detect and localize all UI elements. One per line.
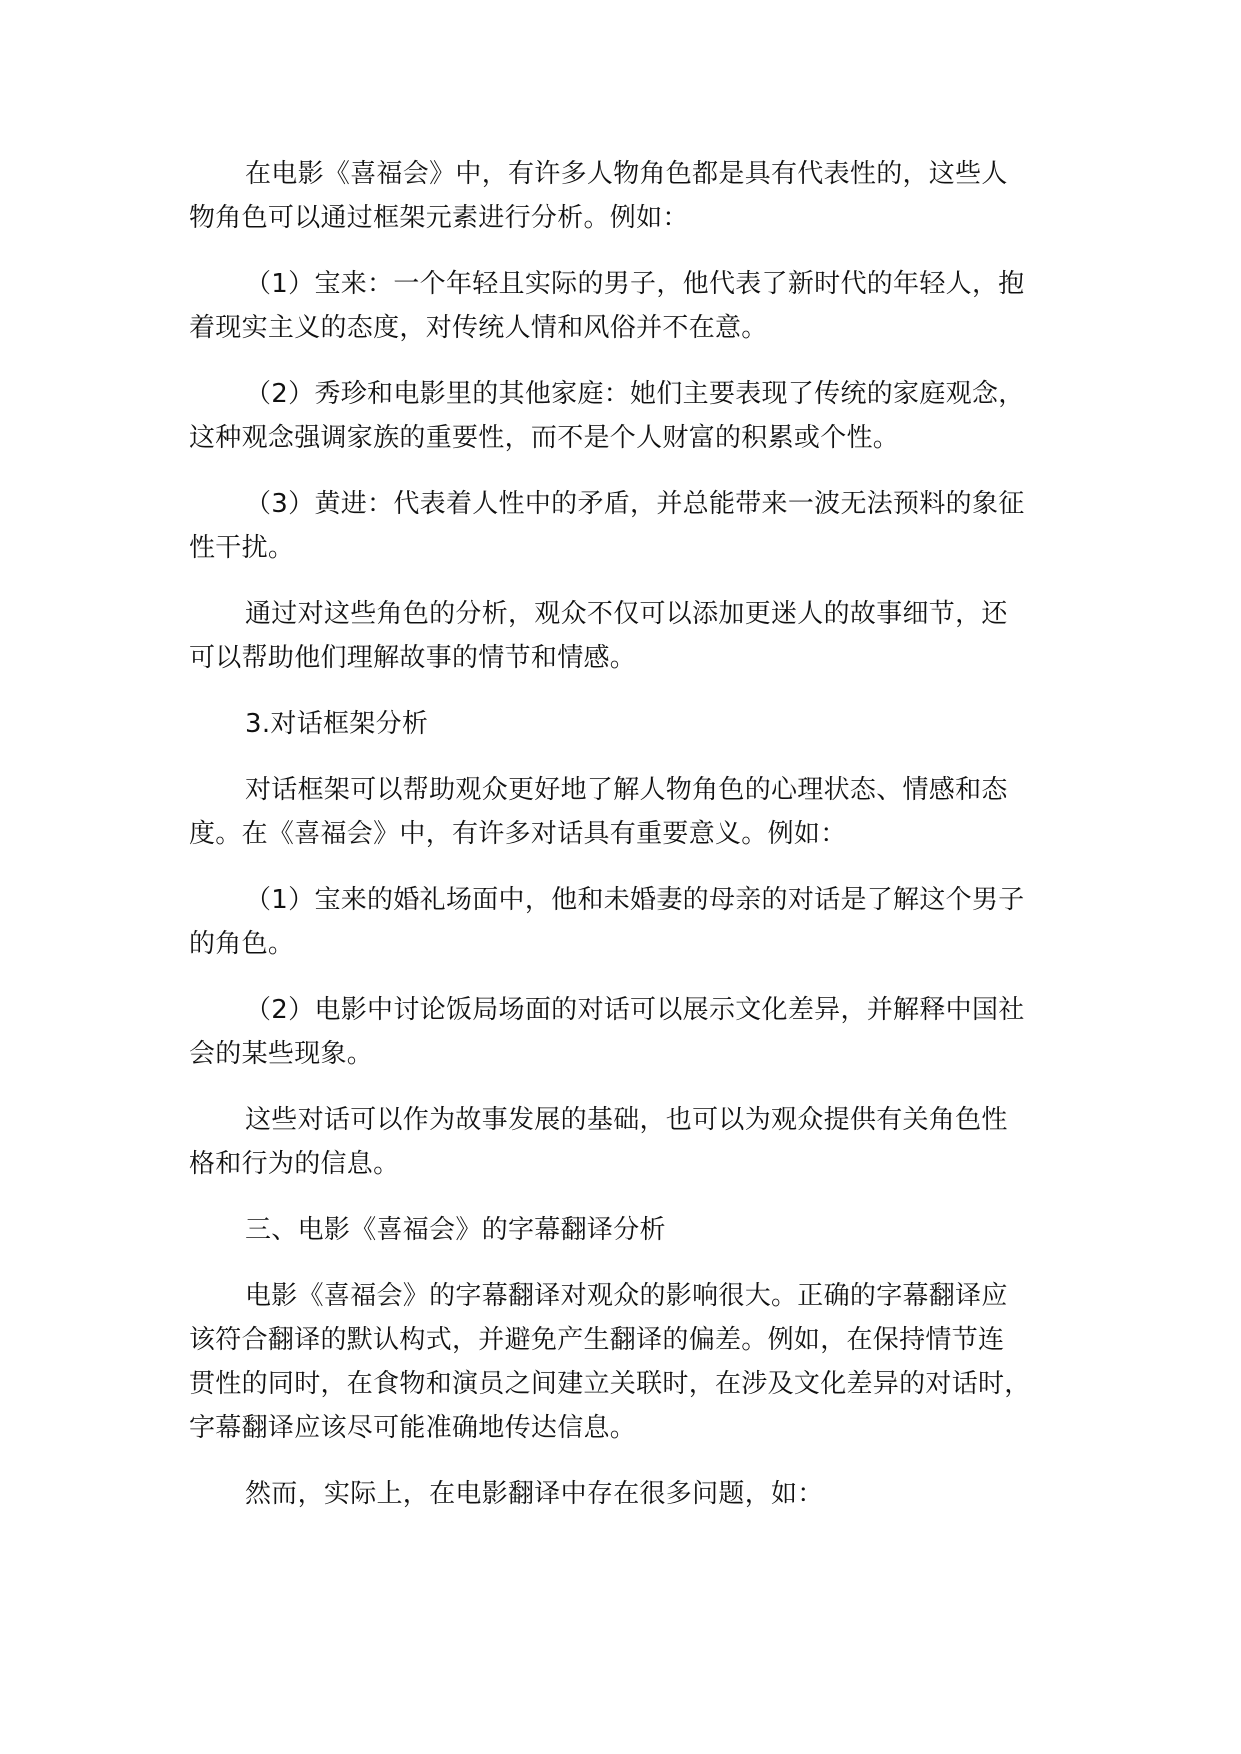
paragraph-character-summary [189, 592, 1089, 680]
text-line: 会的某些现象。 [189, 1039, 374, 1069]
text-line: 性干扰。 [189, 533, 295, 563]
text-line: （1）宝来：一个年轻且实际的男子，他代表了新时代的年轻人，抱 [245, 269, 1025, 299]
paragraph-dialogue-summary [189, 1098, 1089, 1186]
paragraph-character-intro [189, 152, 1089, 240]
document-body [189, 152, 1089, 1538]
text-line: 在电影《喜福会》中，有许多人物角色都是具有代表性的，这些人 [245, 159, 1008, 189]
text-line: 这种观念强调家族的重要性，而不是个人财富的积累或个性。 [189, 423, 900, 453]
text-line: 对话框架可以帮助观众更好地了解人物角色的心理状态、情感和态 [245, 775, 1008, 805]
text-line: 着现实主义的态度，对传统人情和风俗并不在意。 [189, 313, 768, 343]
text-line: （2）秀珍和电影里的其他家庭：她们主要表现了传统的家庭观念， [245, 379, 1025, 409]
text-line: 该符合翻译的默认构式，并避免产生翻译的偏差。例如，在保持情节连 [189, 1325, 1005, 1355]
paragraph-dialogue-item-dinner [189, 988, 1089, 1076]
text-line: 的角色。 [189, 929, 295, 959]
text-line: 可以帮助他们理解故事的情节和情感。 [189, 643, 637, 673]
text-line: 这些对话可以作为故事发展的基础，也可以为观众提供有关角色性 [245, 1105, 1008, 1135]
paragraph-item-baolai [189, 262, 1089, 350]
text-line: 通过对这些角色的分析，观众不仅可以添加更迷人的故事细节，还 [245, 599, 1008, 629]
paragraph-item-xiuzhen [189, 372, 1089, 460]
paragraph-dialogue-intro [189, 768, 1089, 856]
section-heading-subtitle-translation [189, 1208, 1089, 1252]
paragraph-subtitle-analysis [189, 1274, 1089, 1450]
text-line: （1）宝来的婚礼场面中，他和未婚妻的母亲的对话是了解这个男子 [245, 885, 1025, 915]
paragraph-item-huangjin [189, 482, 1089, 570]
text-line: 度。在《喜福会》中，有许多对话具有重要意义。例如： [189, 819, 847, 849]
paragraph-problems-intro [189, 1472, 1089, 1516]
text-line: 格和行为的信息。 [189, 1149, 400, 1179]
paragraph-dialogue-item-wedding [189, 878, 1089, 966]
section-heading-dialogue-framework [189, 702, 1089, 746]
text-line: 然而，实际上，在电影翻译中存在很多问题，如： [245, 1479, 824, 1509]
text-line: 物角色可以通过框架元素进行分析。例如： [189, 203, 689, 233]
heading-text: 三、电影《喜福会》的字幕翻译分析 [245, 1215, 666, 1245]
heading-text: 3.对话框架分析 [245, 709, 429, 739]
text-line: 贯性的同时，在食物和演员之间建立关联时，在涉及文化差异的对话时， [189, 1369, 1031, 1399]
text-line: （3）黄进：代表着人性中的矛盾，并总能带来一波无法预料的象征 [245, 489, 1025, 519]
text-line: 字幕翻译应该尽可能准确地传达信息。 [189, 1413, 637, 1443]
text-line: 电影《喜福会》的字幕翻译对观众的影响很大。正确的字幕翻译应 [245, 1281, 1008, 1311]
text-line: （2）电影中讨论饭局场面的对话可以展示文化差异，并解释中国社 [245, 995, 1025, 1025]
